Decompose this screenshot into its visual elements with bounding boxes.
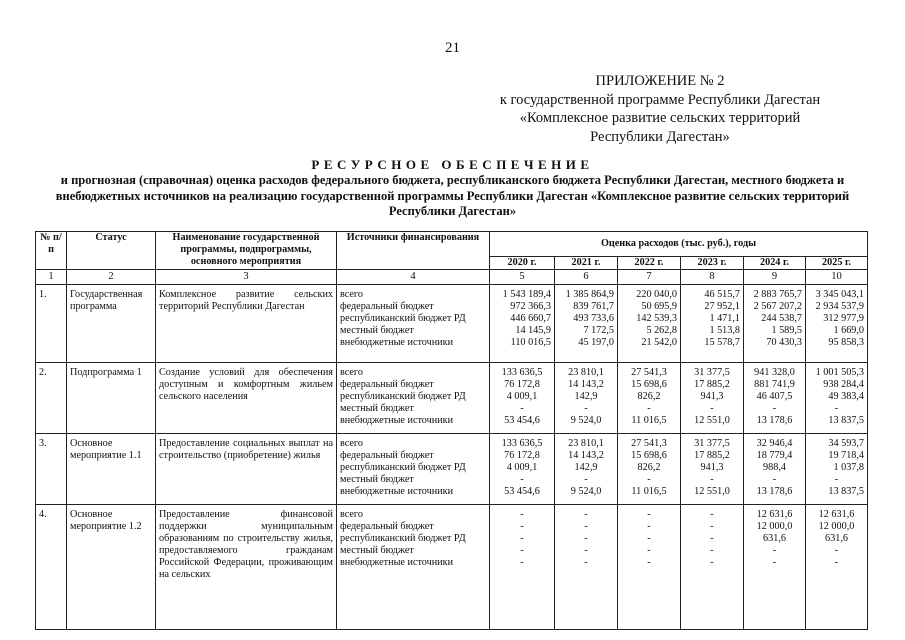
cell-value: 14 145,9 [515,325,551,336]
cell-value: 938 284,4 [823,379,865,390]
cell-value: 493 733,6 [573,313,614,324]
cell-value: 941,3 [700,391,724,402]
source-label: федеральный бюджет [340,521,434,532]
header-year: 2023 г. [681,257,744,270]
cell-value: - [520,557,524,568]
year-values [744,363,806,434]
column-number: 6 [555,270,618,285]
cell-value: 312 977,9 [823,313,865,324]
cell-value: - [647,557,651,568]
cell-value: 27 541,3 [631,438,667,449]
cell-value: 826,2 [637,391,661,402]
cell-value: - [584,521,588,532]
cell-value: 11 016,5 [631,415,667,426]
cell-value: 53 454,6 [504,486,540,497]
row-number: 3. [36,434,67,505]
column-number: 9 [744,270,806,285]
row-name: Создание условий для обеспечения доступным и комфортным жильем сельского населения [156,363,337,434]
source-label: республиканский бюджет РД [340,533,466,544]
source-label: федеральный бюджет [340,301,434,312]
source-label: местный бюджет [340,474,414,485]
cell-value: 50 695,9 [641,301,677,312]
cell-value: 31 377,5 [694,367,730,378]
cell-value: 1 513,8 [709,325,740,336]
year-values [555,434,618,505]
cell-value: - [584,474,588,485]
cell-value: 1 471,1 [709,313,740,324]
column-number: 1 [36,270,67,285]
year-values [618,505,681,630]
cell-value: 2 567 207,2 [753,301,802,312]
year-values [681,363,744,434]
cell-value: 941 328,0 [754,367,795,378]
cell-value: - [584,557,588,568]
cell-value: - [520,533,524,544]
cell-value: 631,6 [763,533,786,544]
cell-value: 220 040,0 [636,289,677,300]
cell-value: 45 197,0 [578,337,614,348]
header-year: 2025 г. [806,257,868,270]
source-label: всего [340,509,363,520]
page-number: 21 [445,40,460,56]
cell-value: 1 543 189,4 [502,289,551,300]
cell-value: 14 143,2 [568,450,604,461]
source-label: местный бюджет [340,545,414,556]
row-name: Комплексное развитие сельских территорий Республики Дагестан [156,285,337,363]
cell-value: 12 631,6 [818,509,855,520]
column-number-row [36,270,868,285]
header-year: 2021 г. [555,257,618,270]
header-year: 2022 г. [618,257,681,270]
source-label: всего [340,367,363,378]
cell-value: 32 946,4 [756,438,793,449]
table-row [36,505,868,630]
year-values [681,285,744,363]
column-number: 10 [806,270,868,285]
row-name: Предоставление социальных выплат на строительство (приобретение) жилья [156,434,337,505]
cell-value: 95 858,3 [828,337,865,348]
row-status: Государственная программа [67,285,156,363]
cell-value: 7 172,5 [583,325,614,336]
cell-value: 142,9 [574,391,598,402]
row-number: 1. [36,285,67,363]
cell-value: 13 837,5 [828,486,865,497]
year-values [618,285,681,363]
row-status: Основное мероприятие 1.2 [67,505,156,630]
year-values [681,505,744,630]
cell-value: 76 172,8 [504,450,540,461]
cell-value: - [710,474,714,485]
cell-value: - [647,545,651,556]
cell-value: 17 885,2 [694,379,730,390]
cell-value: 17 885,2 [694,450,730,461]
cell-value: 76 172,8 [504,379,540,390]
year-values [744,285,806,363]
cell-value: - [710,509,714,520]
cell-value: - [710,545,714,556]
cell-value: 446 660,7 [510,313,551,324]
year-values [806,285,868,363]
source-label: внебюджетные источники [340,337,454,348]
cell-value: - [647,403,651,414]
cell-value: 881 741,9 [754,379,795,390]
cell-value: 3 345 043,1 [815,289,865,300]
annex-line: к государственной программе Республики Дагестан [499,91,821,108]
cell-value: 1 589,5 [771,325,802,336]
cell-value: 1 037,8 [833,462,865,473]
cell-value: 988,4 [763,462,786,473]
cell-value: 5 262,8 [646,325,677,336]
column-number: 5 [490,270,555,285]
source-label: внебюджетные источники [340,486,454,497]
cell-value: - [834,403,839,414]
cell-value: 23 810,1 [568,438,604,449]
annex-title: ПРИЛОЖЕНИЕ № 2 [595,73,725,89]
cell-value: 70 430,3 [766,337,802,348]
cell-value: 1 385 864,9 [565,289,614,300]
cell-value: - [584,545,588,556]
cell-value: - [710,557,714,568]
year-values [555,505,618,630]
row-status: Основное мероприятие 1.1 [67,434,156,505]
cell-value: - [710,533,714,544]
year-values [618,363,681,434]
cell-value: 2 934 537,9 [815,301,865,312]
row-status: Подпрограмма 1 [67,363,156,434]
row-name: Предоставление финансовой поддержки муниципальным образованиям по строительству жилья, предоставляемого гражданам Российской Федерации, проживающим на сельских [156,505,337,630]
source-label: республиканский бюджет РД [340,313,466,324]
column-number: 3 [156,270,337,285]
cell-value: - [834,557,839,568]
cell-value: 11 016,5 [631,486,667,497]
table-row [36,285,868,363]
header-name: Наименование государственной программы, подпрограммы, основного мероприятия [156,232,337,270]
year-values [490,434,555,505]
cell-value: 14 143,2 [568,379,604,390]
source-label: всего [340,289,363,300]
cell-value: 12 551,0 [694,415,730,426]
header-estimate: Оценка расходов (тыс. руб.), годы [490,232,868,257]
year-values [681,434,744,505]
year-values [806,363,868,434]
cell-value: 23 810,1 [568,367,604,378]
row-sources [337,285,490,363]
cell-value: 244 538,7 [761,313,802,324]
source-label: внебюджетные источники [340,415,454,426]
resource-table [35,231,868,630]
row-sources [337,505,490,630]
cell-value: 839 761,7 [573,301,614,312]
document-title: РЕСУРСНОЕ ОБЕСПЕЧЕНИЕ [311,157,594,172]
cell-value: 9 524,0 [570,415,602,426]
cell-value: - [647,474,651,485]
cell-value: 133 636,5 [501,367,543,378]
year-values [490,505,555,630]
year-values [806,434,868,505]
year-values [806,505,868,630]
column-number: 8 [681,270,744,285]
year-values [618,434,681,505]
cell-value: 972 366,3 [510,301,551,312]
cell-value: 27 541,3 [631,367,667,378]
annex-line: «Комплексное развитие сельских территорий [519,110,801,126]
cell-value: 826,2 [637,462,661,473]
cell-value: 133 636,5 [501,438,543,449]
cell-value: 1 669,0 [833,325,865,336]
cell-value: - [834,545,839,556]
source-label: республиканский бюджет РД [340,391,466,402]
cell-value: 34 593,7 [828,438,865,449]
cell-value: 18 779,4 [756,450,793,461]
cell-value: 19 718,4 [828,450,865,461]
cell-value: 15 698,6 [631,379,667,390]
cell-value: 15 698,6 [631,450,667,461]
source-label: республиканский бюджет РД [340,462,466,473]
row-number: 2. [36,363,67,434]
cell-value: 2 883 765,7 [753,289,802,300]
cell-value: 53 454,6 [504,415,540,426]
cell-value: 46 407,5 [756,391,793,402]
cell-value: - [772,545,777,556]
column-number: 4 [337,270,490,285]
cell-value: - [647,509,651,520]
cell-value: 13 837,5 [828,415,865,426]
cell-value: - [772,474,777,485]
table-row [36,363,868,434]
cell-value: - [647,533,651,544]
cell-value: 142,9 [574,462,598,473]
cell-value: 12 000,0 [818,521,855,532]
year-values [555,363,618,434]
cell-value: 4 009,1 [506,462,538,473]
source-label: внебюджетные источники [340,557,454,568]
cell-value: - [584,509,588,520]
cell-value: 13 178,6 [756,415,793,426]
header-row [36,232,868,257]
cell-value: 142 539,3 [636,313,677,324]
cell-value: 12 631,6 [756,509,793,520]
annex-line: Республики Дагестан» [590,128,730,145]
cell-value: 941,3 [700,462,724,473]
cell-value: 110 016,5 [510,337,551,348]
cell-value: 49 383,4 [828,391,865,402]
cell-value: - [647,521,651,532]
cell-value: - [584,533,588,544]
cell-value: 31 377,5 [694,438,730,449]
document-subtitle: и прогнозная (справочная) оценка расходов федерального бюджета, республиканского бюджета Республики Дагестан, местного бюджета и внебюджетных источников на реализацию государственной программы Республики Дагестан «Комплексное развитие сельских территорий Республики Дагестан» [55,173,850,218]
source-label: всего [340,438,363,449]
cell-value: - [584,403,588,414]
cell-value: 12 551,0 [694,486,730,497]
cell-value: - [520,474,524,485]
header-year: 2024 г. [744,257,806,270]
year-values [490,285,555,363]
year-values [744,434,806,505]
row-sources [337,434,490,505]
source-label: федеральный бюджет [340,379,434,390]
cell-value: - [520,545,524,556]
cell-value: 21 542,0 [641,337,677,348]
header-num: № п/п [36,232,67,270]
cell-value: 46 515,7 [704,289,740,300]
header-sources: Источники финансирования [337,232,490,270]
header-status: Статус [67,232,156,270]
source-label: федеральный бюджет [340,450,434,461]
year-values [490,363,555,434]
row-number: 4. [36,505,67,630]
column-number: 7 [618,270,681,285]
cell-value: 13 178,6 [756,486,793,497]
table-row [36,434,868,505]
cell-value: - [710,403,714,414]
cell-value: - [710,521,714,532]
cell-value: 631,6 [825,533,848,544]
cell-value: 15 578,7 [704,337,740,348]
cell-value: - [520,509,524,520]
cell-value: 12 000,0 [756,521,793,532]
cell-value: 9 524,0 [570,486,602,497]
row-sources [337,363,490,434]
cell-value: - [520,521,524,532]
annex-header [470,72,850,146]
year-values [555,285,618,363]
cell-value: - [520,403,524,414]
column-number: 2 [67,270,156,285]
cell-value: - [772,403,777,414]
cell-value: 27 952,1 [704,301,740,312]
cell-value: - [772,557,777,568]
header-year: 2020 г. [490,257,555,270]
source-label: местный бюджет [340,325,414,336]
cell-value: 1 001 505,3 [815,367,865,378]
source-label: местный бюджет [340,403,414,414]
year-values [744,505,806,630]
cell-value: - [834,474,839,485]
cell-value: 4 009,1 [506,391,538,402]
